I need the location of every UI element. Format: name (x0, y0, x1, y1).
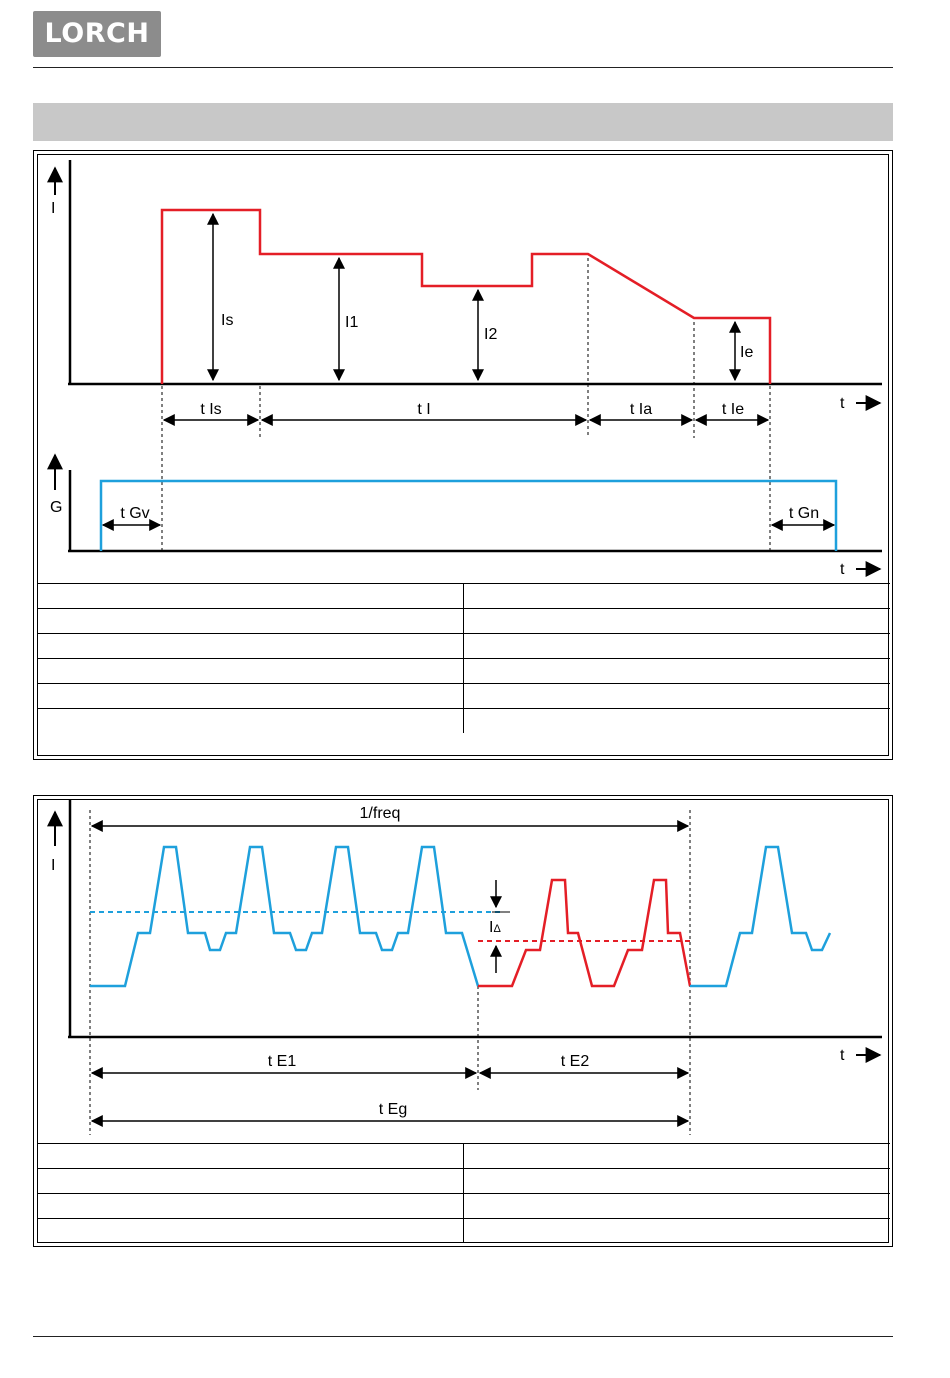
diagram1-time-axis-label-2 (840, 561, 880, 578)
diagram2-pulse-blue-2 (690, 847, 830, 986)
table-row (37, 1169, 890, 1194)
table-cell (464, 684, 891, 709)
table-cell (464, 1194, 891, 1219)
table-row (37, 1194, 890, 1219)
table-cell (37, 1144, 464, 1169)
footer-rule (33, 1336, 893, 1337)
table-cell (464, 659, 891, 684)
diagram1-gas-axis-label: G (50, 499, 63, 516)
table-cell (464, 634, 891, 659)
table-cell (37, 1169, 464, 1194)
table-row (37, 584, 890, 609)
diagram1-gas-curve (101, 481, 836, 551)
segment-t-i: t I (417, 401, 431, 418)
table-cell (37, 609, 464, 634)
segment-t-e1: t E1 (267, 1053, 297, 1070)
table-cell (464, 609, 891, 634)
diagram2-current-axis-label: I (51, 857, 56, 874)
diagram1-time-label: t (840, 395, 845, 412)
table-row (37, 1144, 890, 1169)
logo-text: LORCH (44, 18, 150, 49)
diagram2-time-label: t (840, 1047, 845, 1064)
table-cell (37, 684, 464, 709)
label-is: Is (221, 312, 234, 329)
label-ie: Ie (740, 344, 754, 361)
table-row (37, 1219, 890, 1244)
diagram1-table (37, 583, 890, 733)
table-cell (464, 1169, 891, 1194)
diagram1-gas-axis (50, 455, 882, 552)
diagram1-current-axis-label: I (51, 200, 56, 217)
diagram2-dashed-guides (90, 810, 690, 1135)
table-cell (464, 1219, 891, 1244)
table-row (37, 709, 890, 734)
segment-t-ia: t Ia (629, 401, 653, 418)
segment-t-is: t Is (200, 401, 222, 418)
segment-t-eg: t Eg (378, 1101, 408, 1118)
table-row (37, 609, 890, 634)
diagram1-dashed-guides (162, 258, 770, 552)
delta-symbol: Δ (493, 923, 501, 935)
table-cell (37, 634, 464, 659)
diagram1-time-axis-label (840, 395, 880, 412)
label-i1: I1 (345, 314, 359, 331)
diagram2-time-axis-label (840, 1047, 880, 1064)
delta-label: IΔ (489, 919, 501, 936)
segment-t-gv: t Gv (120, 505, 150, 522)
table-cell (37, 1194, 464, 1219)
table-cell (37, 659, 464, 684)
diagram2-current-axis (51, 800, 882, 1038)
table-cell (464, 1144, 891, 1169)
diagram1-current-axis (51, 160, 882, 385)
segment-t-gn: t Gn (788, 505, 820, 522)
table-cell (37, 709, 464, 734)
table-row (37, 684, 890, 709)
label-i2: I2 (484, 326, 498, 343)
table-cell (37, 1219, 464, 1244)
table-cell (464, 709, 891, 734)
diagram2-table (37, 1143, 890, 1243)
diagram1-level-arrows (213, 214, 735, 380)
table-row (37, 659, 890, 684)
table-cell (464, 584, 891, 609)
diagram1-current-curve (162, 210, 770, 384)
segment-t-e2: t E2 (560, 1053, 590, 1070)
period-label: 1/freq (359, 805, 401, 822)
diagram1-time-label-2: t (840, 561, 845, 578)
table-row (37, 634, 890, 659)
table-cell (37, 584, 464, 609)
diagram2-pulse-blue-1 (90, 847, 478, 986)
diagram2-pulse-red (478, 880, 690, 986)
segment-t-ie: t Ie (721, 401, 745, 418)
